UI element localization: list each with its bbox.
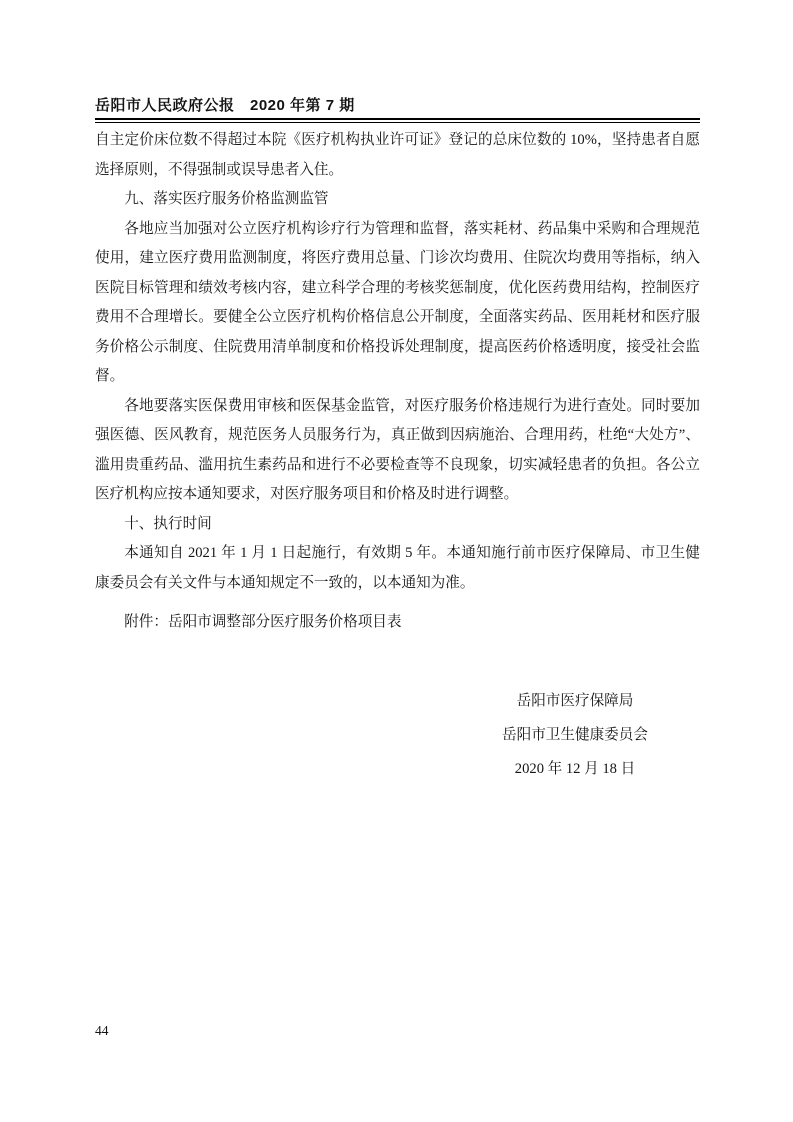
paragraph-continuation: 自主定价床位数不得超过本院《医疗机构执业许可证》登记的总床位数的 10%，坚持患者自愿选择原则，不得强制或误导患者入住。 [95, 132, 700, 178]
issuer-medical-security-bureau: 岳阳市医疗保障局 [516, 692, 634, 709]
section-9-paragraph-1: 各地应当加强对公立医疗机构诊疗行为管理和监督，落实耗材、药品集中采购和合理规范使用，建立医疗费用监测制度，将医疗费用总量、门诊次均费用、住院次均费用等指标，纳入医院目标管理和绩效考核内容，建立科学合理的考核奖惩制度，优化医药费用结构，控制医疗费用不合理增长。要健全公立医疗机构价格信息公开制度，全面落实药品、医用耗材和医疗服务价格公示制度、住院费用清单制度和价格投诉处理制度，提高医药价格透明度，接受社会监督。 [95, 220, 700, 384]
section-10-heading: 十、执行时间 [124, 515, 212, 532]
publication-title: 岳阳市人民政府公报 2020 年第 7 期 [95, 97, 700, 120]
issue-date: 2020 年 12 月 18 日 [514, 760, 636, 777]
page-number: 44 [95, 1023, 109, 1038]
section-9-paragraph-2: 各地要落实医保费用审核和医保基金监管，对医疗服务价格违规行为进行查处。同时要加强医德、医风教育，规范医务人员服务行为，真正做到因病施治、合理用药，杜绝“大处方”、滥用贵重药品、滥用抗生素药品和进行不必要检查等不良现象，切实减轻患者的负担。各公立医疗机构应按本通知要求，对医疗服务项目和价格及时进行调整。 [95, 397, 700, 502]
page-header [95, 97, 700, 123]
header-rule [95, 122, 700, 123]
section-10-paragraph: 本通知自 2021 年 1 月 1 日起施行，有效期 5 年。本通知施行前市医疗保障局、市卫生健康委员会有关文件与本通知规定不一致的，以本通知为准。 [95, 545, 700, 591]
issuer-health-commission: 岳阳市卫生健康委员会 [502, 726, 648, 743]
notice-body [95, 126, 700, 638]
page-content [95, 97, 700, 786]
signature-block [495, 684, 655, 786]
section-9-heading: 九、落实医疗服务价格监测监管 [124, 191, 329, 207]
attachment-line: 附件：岳阳市调整部分医疗服务价格项目表 [124, 614, 402, 630]
